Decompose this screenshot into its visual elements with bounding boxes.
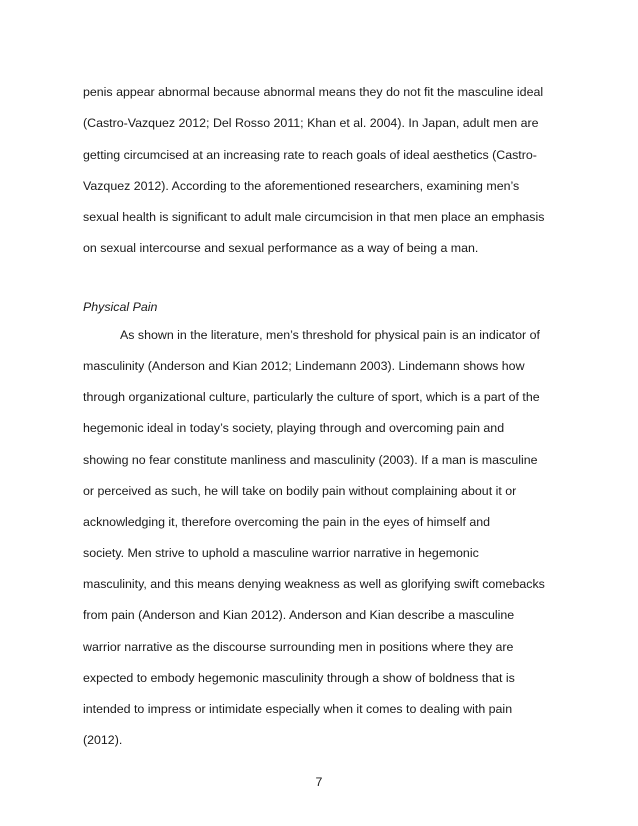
paragraph-2-line-8: society. Men strive to uphold a masculine warrior narrative in hegemonic — [83, 546, 479, 560]
paragraph-2-line-9: masculinity, and this means denying weakness as well as glorifying swift comebacks — [83, 577, 545, 591]
paragraph-2-line-3: through organizational culture, particularly the culture of sport, which is a part of the — [83, 390, 540, 404]
paragraph-1-line-2: (Castro-Vazquez 2012; Del Rosso 2011; Khan et al. 2004). In Japan, adult men are — [83, 116, 539, 130]
paragraph-2-line-1: As shown in the literature, men’s threshold for physical pain is an indicator of — [120, 328, 540, 342]
paragraph-2-line-6: or perceived as such, he will take on bodily pain without complaining about it or — [83, 484, 517, 498]
paragraph-2-line-12: expected to embody hegemonic masculinity through a show of boldness that is — [83, 671, 515, 685]
paragraph-1-line-1: penis appear abnormal because abnormal means they do not fit the masculine ideal — [83, 85, 544, 99]
paragraph-2-line-5: showing no fear constitute manliness and masculinity (2003). If a man is masculine — [83, 453, 538, 467]
paragraph-1-line-4: Vazquez 2012). According to the aforementioned researchers, examining men’s — [83, 179, 520, 193]
paragraph-2-line-14: (2012). — [83, 733, 123, 747]
paragraph-2-line-10: from pain (Anderson and Kian 2012). Anderson and Kian describe a masculine — [83, 608, 515, 622]
paragraph-1-line-3: getting circumcised at an increasing rate to reach goals of ideal aesthetics (Castro- — [83, 148, 537, 162]
page-number: 7 — [315, 775, 323, 789]
paragraph-2-line-11: warrior narrative as the discourse surrounding men in positions where they are — [83, 640, 514, 654]
paragraph-2-line-4: hegemonic ideal in today’s society, playing through and overcoming pain and — [83, 421, 505, 435]
paragraph-1-line-5: sexual health is significant to adult male circumcision in that men place an emphasis — [83, 210, 545, 224]
paragraph-1-line-6: on sexual intercourse and sexual performance as a way of being a man. — [83, 241, 479, 255]
section-heading: Physical Pain — [83, 300, 158, 314]
paragraph-2-line-2: masculinity (Anderson and Kian 2012; Lindemann 2003). Lindemann shows how — [83, 359, 525, 373]
paragraph-2-line-13: intended to impress or intimidate especially when it comes to dealing with pain — [83, 702, 513, 716]
paragraph-2-line-7: acknowledging it, therefore overcoming the pain in the eyes of himself and — [83, 515, 491, 529]
